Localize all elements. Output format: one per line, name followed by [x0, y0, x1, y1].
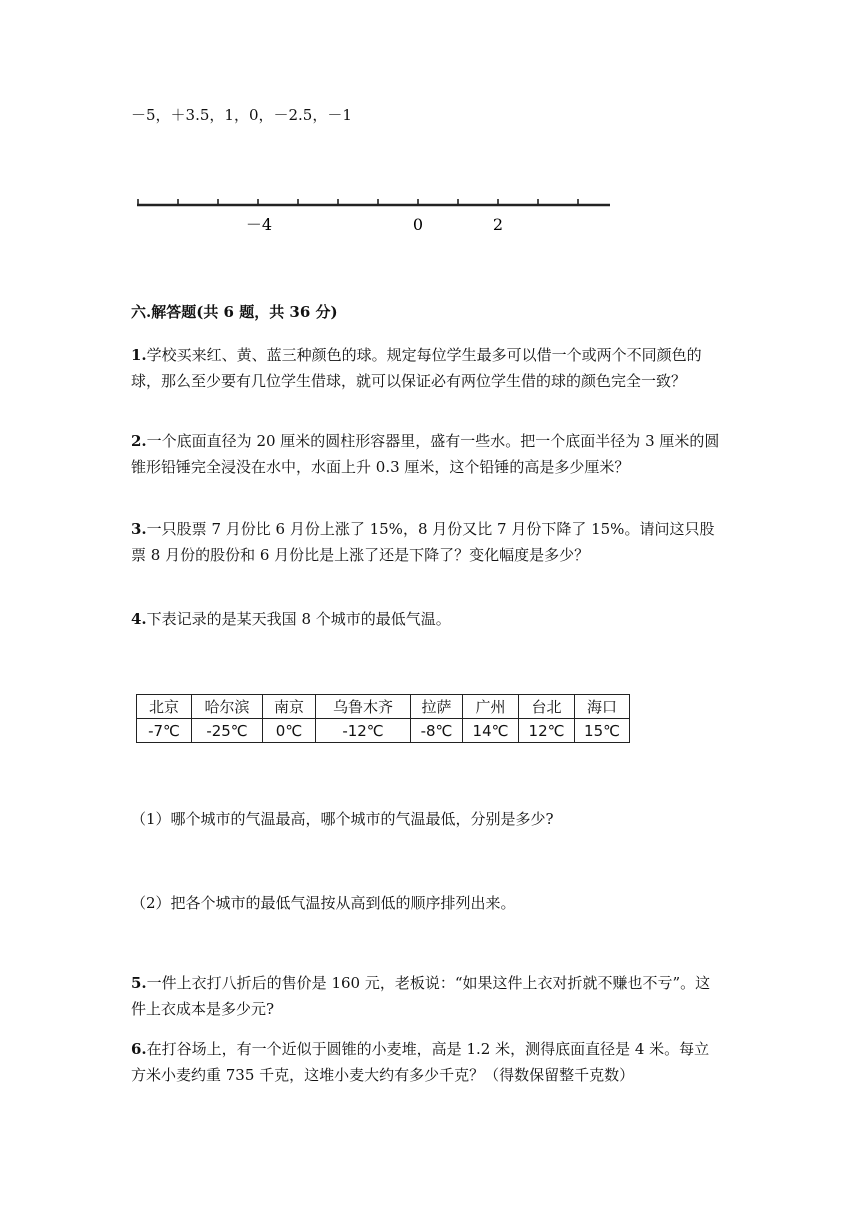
- temp-cell: 0℃: [263, 719, 316, 743]
- question-3-number: 3.: [131, 520, 147, 538]
- sub-question-1: （1）哪个城市的气温最高，哪个城市的气温最低，分别是多少?: [131, 810, 554, 828]
- city-cell: 拉萨: [411, 695, 463, 719]
- question-2-text: 一个底面直径为 20 厘米的圆柱形容器里，盛有一些水。把一个底面半径为 3 厘米的圆锥形铅锤完全浸没在水中，水面上升 0.3 厘米，这个铅锤的高是多少厘米？: [131, 432, 720, 476]
- number-list: －5，＋3.5，1，0，－2.5，－1: [131, 106, 352, 124]
- city-cell: 台北: [519, 695, 575, 719]
- temp-cell: 14℃: [463, 719, 519, 743]
- temp-cell: 15℃: [575, 719, 630, 743]
- question-2: [131, 428, 723, 480]
- question-4-number: 4.: [131, 610, 147, 628]
- number-line-label-neg4: －4: [245, 215, 273, 234]
- question-4: [131, 606, 723, 632]
- city-cell: 乌鲁木齐: [316, 695, 411, 719]
- number-line-label-0: 0: [412, 215, 424, 234]
- temperature-table: [136, 694, 630, 743]
- temp-cell: -7℃: [137, 719, 192, 743]
- question-5-number: 5.: [131, 974, 147, 992]
- question-6-number: 6.: [131, 1040, 147, 1058]
- temp-cell: -8℃: [411, 719, 463, 743]
- question-4-text: 下表记录的是某天我国 8 个城市的最低气温。: [146, 610, 451, 628]
- question-1-text: 学校买来红、黄、蓝三种颜色的球。规定每位学生最多可以借一个或两个不同颜色的球，那么至少要有几位学生借球，就可以保证必有两位学生借的球的颜色完全一致？: [131, 346, 702, 390]
- question-5-text: 一件上衣打八折后的售价是 160 元，老板说：“如果这件上衣对折就不赚也不亏”。这件上衣成本是多少元?: [131, 974, 711, 1018]
- number-line-label-2: 2: [492, 215, 504, 234]
- question-6: [131, 1036, 723, 1088]
- city-cell: 哈尔滨: [192, 695, 263, 719]
- section-title: 六.解答题(共 6 题，共 36 分): [131, 303, 338, 321]
- city-cell: 南京: [263, 695, 316, 719]
- city-cell: 海口: [575, 695, 630, 719]
- question-3: [131, 516, 723, 568]
- number-line: [130, 190, 610, 240]
- question-5: [131, 970, 723, 1022]
- question-6-text: 在打谷场上，有一个近似于圆锥的小麦堆，高是 1.2 米，测得底面直径是 4 米。每立方米小麦约重 735 千克，这堆小麦大约有多少千克？（得数保留整千克数）: [131, 1040, 710, 1084]
- table-header-row: [137, 695, 630, 719]
- city-cell: 广州: [463, 695, 519, 719]
- sub-question-2: （2）把各个城市的最低气温按从高到低的顺序排列出来。: [131, 894, 516, 912]
- table-row: [137, 719, 630, 743]
- question-2-number: 2.: [131, 432, 147, 450]
- temp-cell: 12℃: [519, 719, 575, 743]
- temp-cell: -12℃: [316, 719, 411, 743]
- question-3-text: 一只股票 7 月份比 6 月份上涨了 15%，8 月份又比 7 月份下降了 15%。请问这只股票 8 月份的股份和 6 月份比是上涨了还是下降了？变化幅度是多少？: [131, 520, 715, 564]
- city-cell: 北京: [137, 695, 192, 719]
- question-1-number: 1.: [131, 346, 147, 364]
- question-1: [131, 342, 723, 394]
- temp-cell: -25℃: [192, 719, 263, 743]
